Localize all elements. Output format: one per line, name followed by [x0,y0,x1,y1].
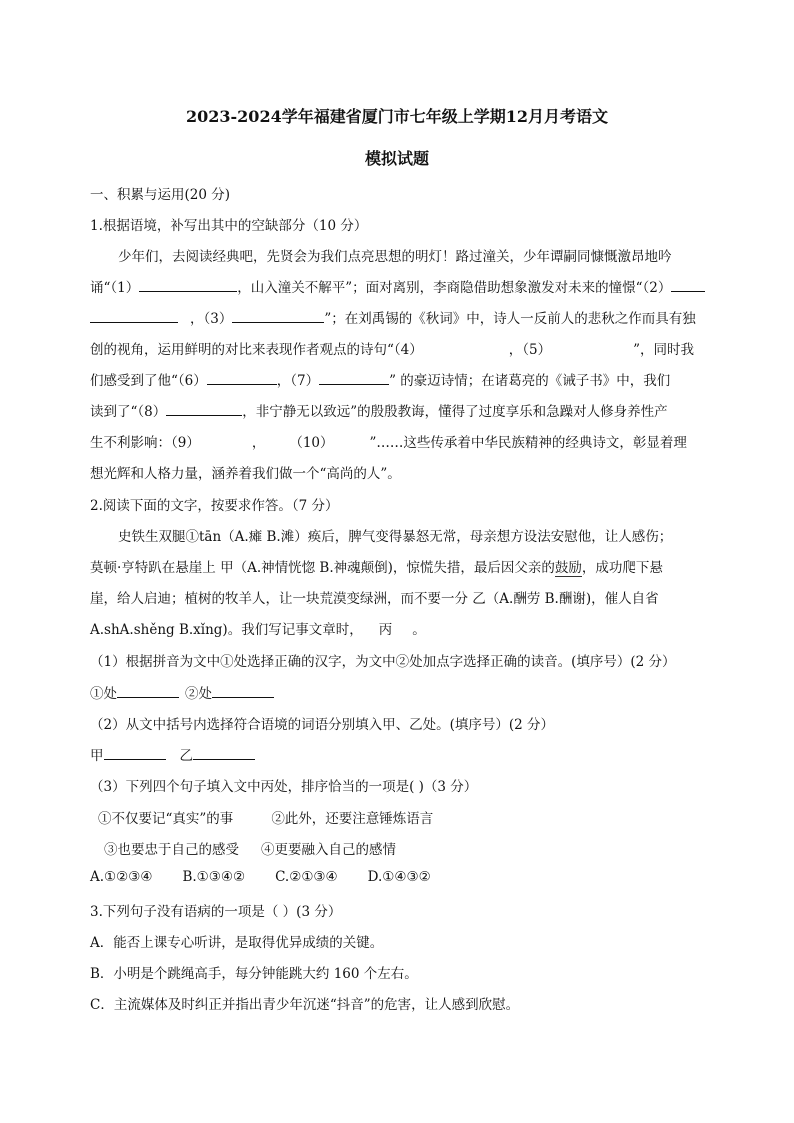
answer-blank-6[interactable] [207,370,277,385]
answer-blank-sub1-a[interactable] [117,683,179,698]
question-3-prompt: 3.下列句子没有语病的一项是（ ）(3 分） [90,904,342,920]
choice-a[interactable]: A．能否上课专心听讲，是取得优异成绩的关键。 [90,935,384,951]
section-heading: 一、积累与运用(20 分) [90,187,231,203]
dotted-word: 鼓励 [554,560,582,576]
question-2-line: 史铁生双腿①tān（A.瘫 B.滩）痪后，脾气变得暴怒无常，母亲想方设法安慰他，让人感伤； [118,529,673,545]
answer-blank-jia[interactable] [104,745,166,760]
question-2-line: A.shA.shěng B.xǐng)。我们写记事文章时， 丙 。 [90,622,426,638]
question-1-line: 诵“（1） ，山入潼关不解平”；面对离别，李商隐借助想象激发对未来的憧憬“（2） [90,276,705,296]
answer-blank-8[interactable] [166,401,242,416]
answer-blank-yi[interactable] [193,745,255,760]
question-1-line: 创的视角，运用鲜明的对比来表现作者观点的诗句“（4） ，（5） ”，同时我 [90,342,694,358]
question-2-line: 莫顿·亨特趴在悬崖上 甲（A.神情恍惚 B.神魂颠倒)，惊慌失措，最后因父亲的鼓励，成功爬下悬 [90,560,663,576]
document-subtitle: 模拟试题 [364,149,429,168]
question-2-sub3: （3）下列四个句子填入文中丙处，排序恰当的一项是( )（3 分） [90,779,478,795]
choice-options-row [90,869,431,885]
answer-blank-sub1-b[interactable] [212,683,274,698]
question-1-line: ，（3） ”；在刘禹锡的《秋词》中，诗人一反前人的悲秋之作而具有独 [90,307,696,327]
answer-blank-2-cont[interactable] [90,308,178,323]
question-2-sub2-answers: 甲 乙 [90,744,255,764]
answer-blank-1[interactable] [139,277,237,292]
choice-b[interactable]: B．小明是个跳绳高手，每分钟能跳大约 160 个左右。 [90,966,418,982]
question-1-line: 们感受到了他“（6） ，（7） ” 的豪迈诗情；在诸葛亮的《诫子书》中，我们 [90,369,670,389]
question-2-sub1-answers: ①处 ②处 [90,682,274,702]
answer-blank-7[interactable] [319,370,389,385]
choice-c[interactable]: C.②①③④ [275,869,338,885]
answer-blank-3[interactable] [232,308,324,323]
question-1-prompt: 1.根据语境，补写出其中的空缺部分（10 分） [90,218,368,234]
choice-b[interactable]: B.①③④② [182,869,246,885]
answer-blank-2[interactable] [671,277,705,292]
question-2-line: 崖，给人启迪；植树的牧羊人，让一块荒漠变绿洲，而不要一分 乙（A.酬劳 B.酬谢)，催人自省 [90,591,659,607]
question-2-prompt: 2.阅读下面的文字，按要求作答。（7 分） [90,498,339,514]
question-1-line: 少年们，去阅读经典吧，先贤会为我们点亮思想的明灯！路过潼关，少年谭嗣同慷慨激昂地吟 [118,249,672,265]
question-1-line: 生不利影响：（9） ， （10） ”……这些传承着中华民族精神的经典诗文，彰显着理 [90,435,687,451]
choice-c[interactable]: C．主流媒体及时纠正并指出青少年沉迷“抖音”的危害，让人感到欣慰。 [90,997,520,1013]
choice-d[interactable]: D.①④③② [367,869,431,885]
question-1-line: 读到了“（8） ，非宁静无以致远”的殷殷教诲，懂得了过度享乐和急躁对人修身养性产 [90,400,668,420]
document-title: 2023-2024学年福建省厦门市七年级上学期12月月考语文 [186,107,608,126]
sentence-options-row: ①不仅要记“真实”的事 ②此外，还要注意锤炼语言 [98,811,434,827]
choice-a[interactable]: A.①②③④ [90,869,153,885]
question-1-line: 想光辉和人格力量，涵养着我们做一个“高尚的人”。 [90,466,401,482]
sentence-options-row: ③也要忠于自己的感受 ④更要融入自己的感情 [104,842,396,858]
question-2-sub2: （2）从文中括号内选择符合语境的词语分别填入甲、乙处。(填序号）(2 分） [90,717,555,733]
question-2-sub1: （1）根据拼音为文中①处选择正确的汉字，为文中②处加点字选择正确的读音。(填序号）(2 分） [90,654,676,670]
